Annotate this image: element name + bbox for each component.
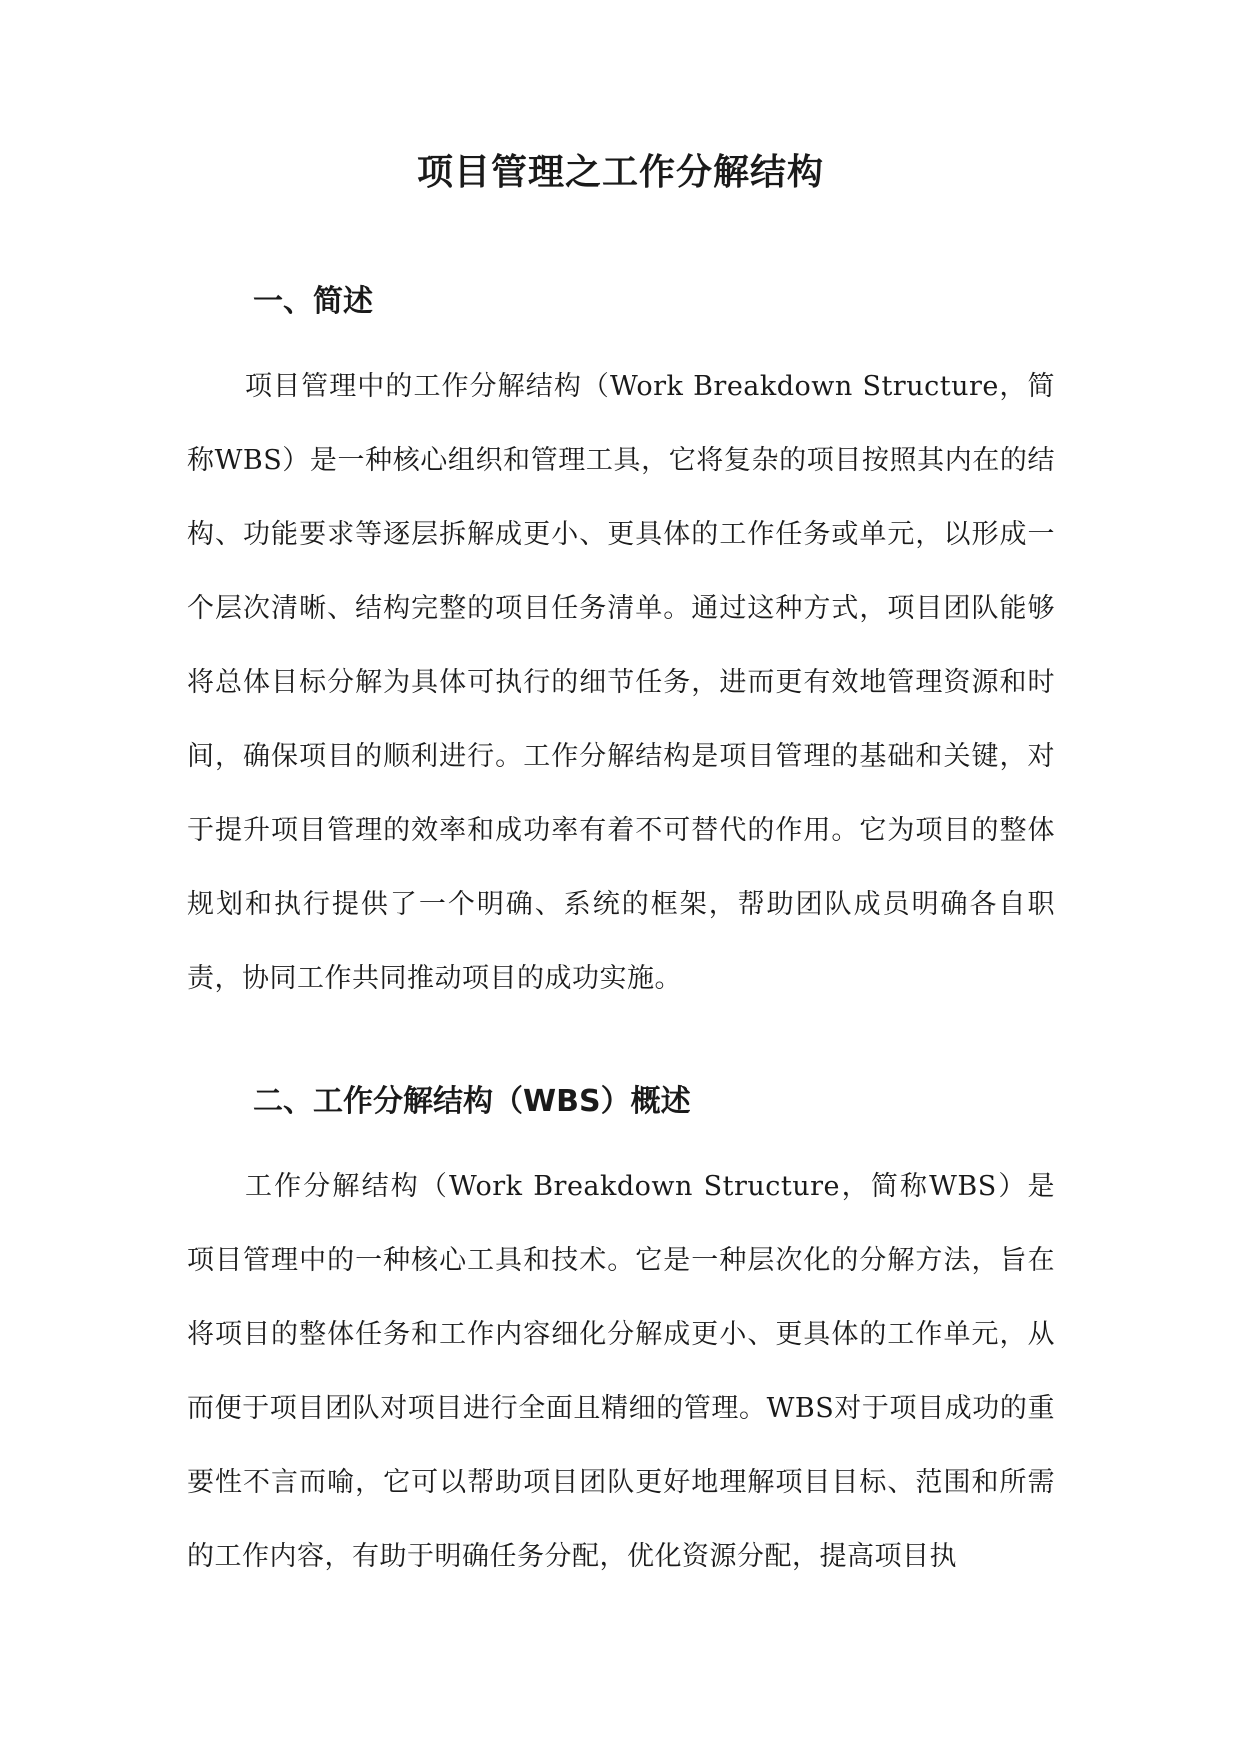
section-paragraph-wbs-overview: 工作分解结构（Work Breakdown Structure，简称WBS）是项目管理中的一种核心工具和技术。它是一种层次化的分解方法，旨在将项目的整体任务和工作内容细化分解成更小、更具体的工作单元，从而便于项目团队对项目进行全面且精细的管理。WBS对于项目成功的重要性不言而喻，它可以帮助项目团队更好地理解项目目标、范围和所需的工作内容，有助于明确任务分配，优化资源分配，提高项目执 xyxy=(187,1171,1055,1572)
page-title: 项目管理之工作分解结构 xyxy=(416,152,824,193)
section-paragraph-overview: 项目管理中的工作分解结构（Work Breakdown Structure，简称WBS）是一种核心组织和管理工具，它将复杂的项目按照其内在的结构、功能要求等逐层拆解成更小、更具体的工作任务或单元，以形成一个层次清晰、结构完整的项目任务清单。通过这种方式，项目团队能够将总体目标分解为具体可执行的细节任务，进而更有效地管理资源和时间，确保项目的顺利进行。工作分解结构是项目管理的基础和关键，对于提升项目管理的效率和成功率有着不可替代的作用。它为项目的整体规划和执行提供了一个明确、系统的框架，帮助团队成员明确各自职责，协同工作共同推动项目的成功实施。 xyxy=(187,371,1055,994)
section-heading-overview: 一、简述 xyxy=(253,284,373,319)
section-heading-wbs-overview: 二、工作分解结构（WBS）概述 xyxy=(253,1084,691,1119)
